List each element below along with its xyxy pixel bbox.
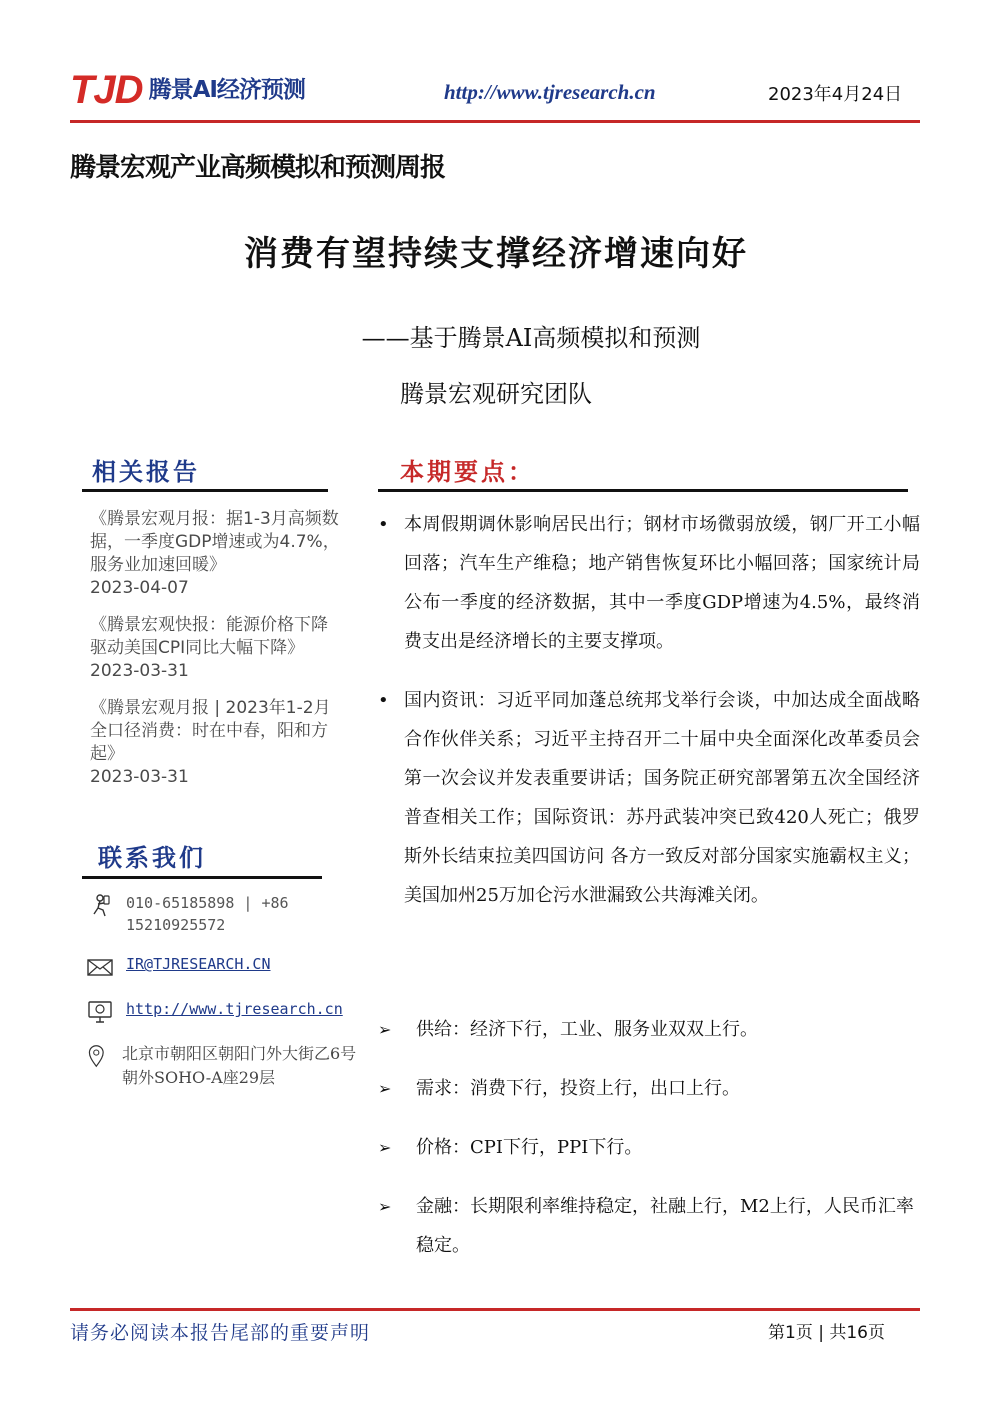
related-report-item[interactable] xyxy=(90,697,340,789)
arrow-text: 价格：CPI下行，PPI下行。 xyxy=(416,1137,643,1158)
location-icon xyxy=(86,1042,110,1070)
key-points-arrows xyxy=(378,1010,920,1265)
report-date: 2023年4月24日 xyxy=(768,84,903,105)
email-icon xyxy=(86,953,114,981)
bullet-text: 国内资讯：习近平同加蓬总统邦戈举行会谈，中加达成全面战略合作伙伴关系；习近平主持召开二十届中央全面深化改革委员会第一次会议并发表重要讲话；国务院正研究部署第五次全国经济普查相关工作；国际资讯：苏丹武装冲突已致420人死亡；俄罗斯外长结束拉美四国访问 各方一致反对部分国家实施霸权主义；美国加州25万加仑污水泄漏致公共海滩关闭。 xyxy=(404,690,920,906)
page-number: 第1页 | 共16页 xyxy=(768,1323,885,1343)
arrow-text: 需求：消费下行，投资上行，出口上行。 xyxy=(416,1078,740,1099)
bullet-marker: • xyxy=(378,514,389,535)
bullet-item xyxy=(378,681,920,915)
contact-phone-row xyxy=(86,892,336,936)
key-points-heading: 本期要点： xyxy=(400,457,535,486)
header-url-link[interactable]: http://www.tjresearch.cn xyxy=(444,80,656,104)
contact-email-link[interactable]: IR@TJRESEARCH.CN xyxy=(126,955,271,973)
arrow-marker-icon: ➢ xyxy=(378,1020,392,1039)
key-points-divider xyxy=(378,489,908,492)
related-report-date: 2023-03-31 xyxy=(90,661,189,681)
related-report-title: 《腾景宏观月报：据1-3月高频数据，一季度GDP增速或为4.7%，服务业加速回暖》 xyxy=(90,509,340,575)
related-report-date: 2023-04-07 xyxy=(90,578,189,598)
arrow-item xyxy=(378,1069,920,1108)
bullet-item xyxy=(378,505,920,661)
main-title: 消费有望持续支撑经济增速向好 xyxy=(244,234,748,274)
logo-text: 腾景AI经济预测 xyxy=(148,77,305,103)
arrow-marker-icon: ➢ xyxy=(378,1138,392,1157)
related-report-title: 《腾景宏观快报：能源价格下降驱动美国CPI同比大幅下降》 xyxy=(90,615,328,658)
related-report-title: 《腾景宏观月报 | 2023年1-2月全口径消费：时在中春，阳和方起》 xyxy=(90,698,331,764)
arrow-text: 供给：经济下行，工业、服务业双双上行。 xyxy=(416,1019,758,1040)
arrow-item xyxy=(378,1010,920,1049)
contact-address-row xyxy=(86,1042,362,1090)
arrow-marker-icon: ➢ xyxy=(378,1079,392,1098)
related-reports-divider xyxy=(82,489,328,492)
header-divider xyxy=(70,120,920,123)
contact-website-link[interactable]: http://www.tjresearch.cn xyxy=(126,1000,343,1018)
contact-address: 北京市朝阳区朝阳门外大街乙6号朝外SOHO-A座29层 xyxy=(122,1044,357,1087)
bullet-text: 本周假期调休影响居民出行；钢材市场微弱放缓，钢厂开工小幅回落；汽车生产维稳；地产销售恢复环比小幅回落；国家统计局公布一季度的经济数据，其中一季度GDP增速为4.5%，最终消费支出是经济增长的主要支撑项。 xyxy=(404,514,920,652)
subtitle: ——基于腾景AI高频模拟和预测 xyxy=(361,324,701,352)
author-team: 腾景宏观研究团队 xyxy=(400,380,592,408)
bullet-marker: • xyxy=(378,690,389,711)
arrow-text: 金融：长期限利率维持稳定，社融上行，M2上行，人民币汇率稳定。 xyxy=(416,1196,914,1256)
related-report-item[interactable] xyxy=(90,508,340,600)
report-series-title: 腾景宏观产业高频模拟和预测周报 xyxy=(70,153,446,183)
contact-email-row xyxy=(86,953,346,981)
contact-heading: 联系我们 xyxy=(98,843,206,872)
related-report-item[interactable] xyxy=(90,614,340,683)
related-reports-heading: 相关报告 xyxy=(92,457,200,486)
logo-mark: TJD xyxy=(70,68,143,112)
contact-divider xyxy=(82,876,322,879)
arrow-item xyxy=(378,1187,920,1265)
footer-disclaimer-note: 请务必阅读本报告尾部的重要声明 xyxy=(70,1322,371,1344)
phone-icon xyxy=(86,892,114,920)
contact-phone: 010-65185898 | +86 15210925572 xyxy=(126,894,289,934)
brand-logo xyxy=(70,70,305,110)
footer-divider xyxy=(70,1308,920,1311)
related-reports-list xyxy=(90,508,340,803)
website-icon xyxy=(86,998,114,1026)
arrow-marker-icon: ➢ xyxy=(378,1197,392,1216)
related-report-date: 2023-03-31 xyxy=(90,767,189,787)
key-points-bullets xyxy=(378,505,920,915)
arrow-item xyxy=(378,1128,920,1167)
contact-website-row xyxy=(86,998,366,1026)
